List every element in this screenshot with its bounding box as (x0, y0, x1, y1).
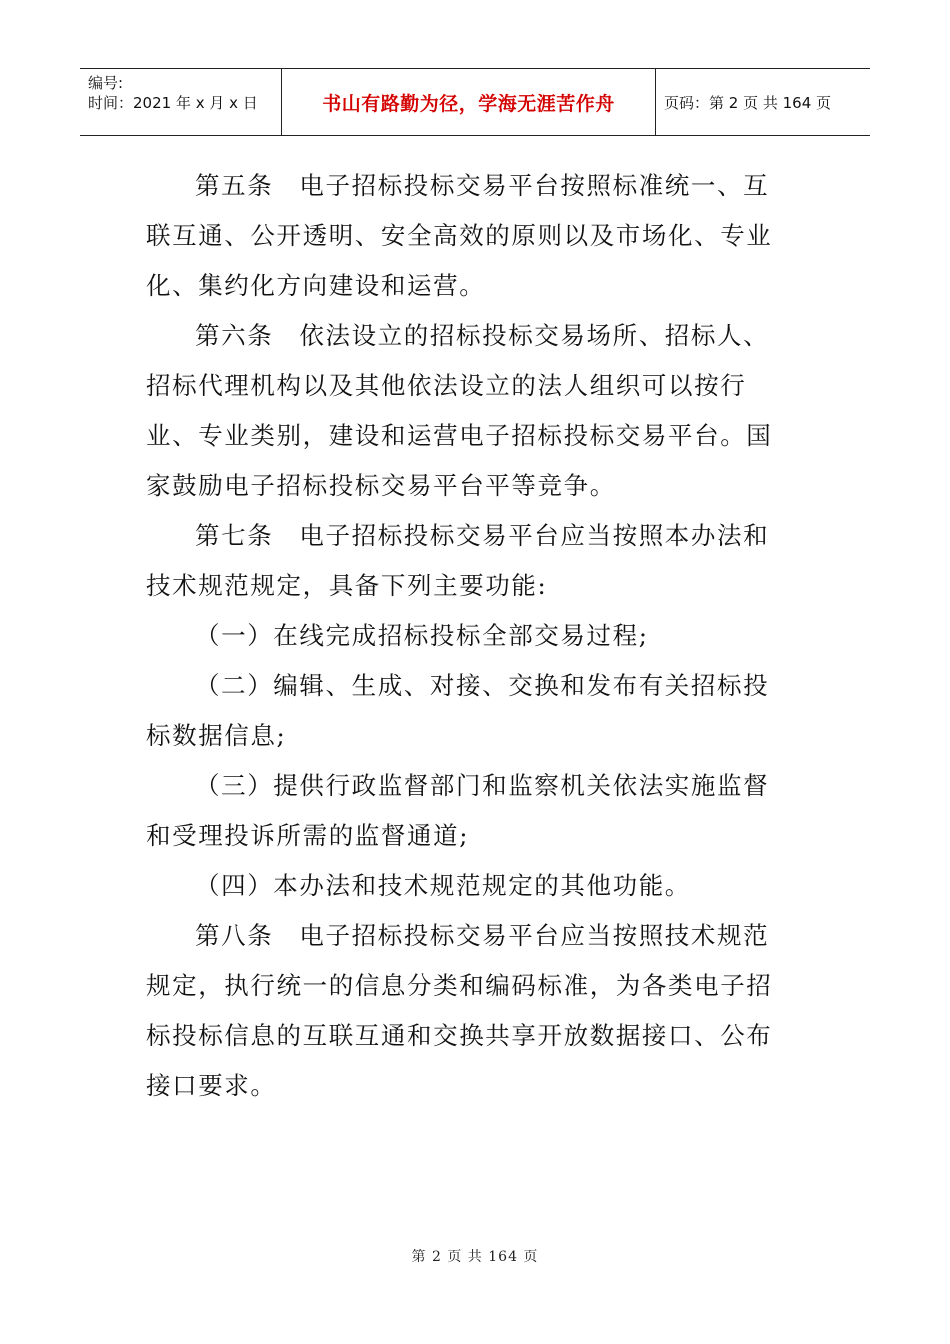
page-footer: 第 2 页 共 164 页 (411, 1249, 539, 1265)
page-header (80, 68, 870, 136)
article-5: 第五条 电子招标投标交易平台按照标准统一、互联互通、公开透明、安全高效的原则以及市场化、专业化、集约化方向建设和运营。 (146, 171, 773, 300)
article-7-item-4: （四）本办法和技术规范规定的其他功能。 (195, 871, 691, 900)
document-body (146, 161, 786, 1111)
article-6: 第六条 依法设立的招标投标交易场所、招标人、招标代理机构以及其他依法设立的法人组织可以按行业、专业类别，建设和运营电子招标投标交易平台。国家鼓励电子招标投标交易平台平等竞争。 (146, 321, 773, 500)
article-7-item-3: （三）提供行政监督部门和监察机关依法实施监督和受理投诉所需的监督通道; (146, 771, 770, 850)
article-7-item-2: （二）编辑、生成、对接、交换和发布有关招标投标数据信息; (146, 671, 770, 750)
header-meta (80, 69, 282, 135)
article-7-item-1: （一）在线完成招标投标全部交易过程; (195, 621, 649, 650)
article-8: 第八条 电子招标投标交易平台应当按照技术规范规定，执行统一的信息分类和编码标准，为各类电子招标投标信息的互联互通和交换共享开放数据接口、公布接口要求。 (146, 921, 773, 1100)
header-motto: 书山有路勤为径，学海无涯苦作舟 (282, 69, 656, 135)
document-date: 时间：2021 年 x 月 x 日 (88, 94, 258, 112)
article-7: 第七条 电子招标投标交易平台应当按照本办法和技术规范规定，具备下列主要功能: (146, 521, 770, 600)
document-number-label: 编号: (88, 74, 124, 92)
header-page-info: 页码：第 2 页 共 164 页 (664, 93, 832, 112)
